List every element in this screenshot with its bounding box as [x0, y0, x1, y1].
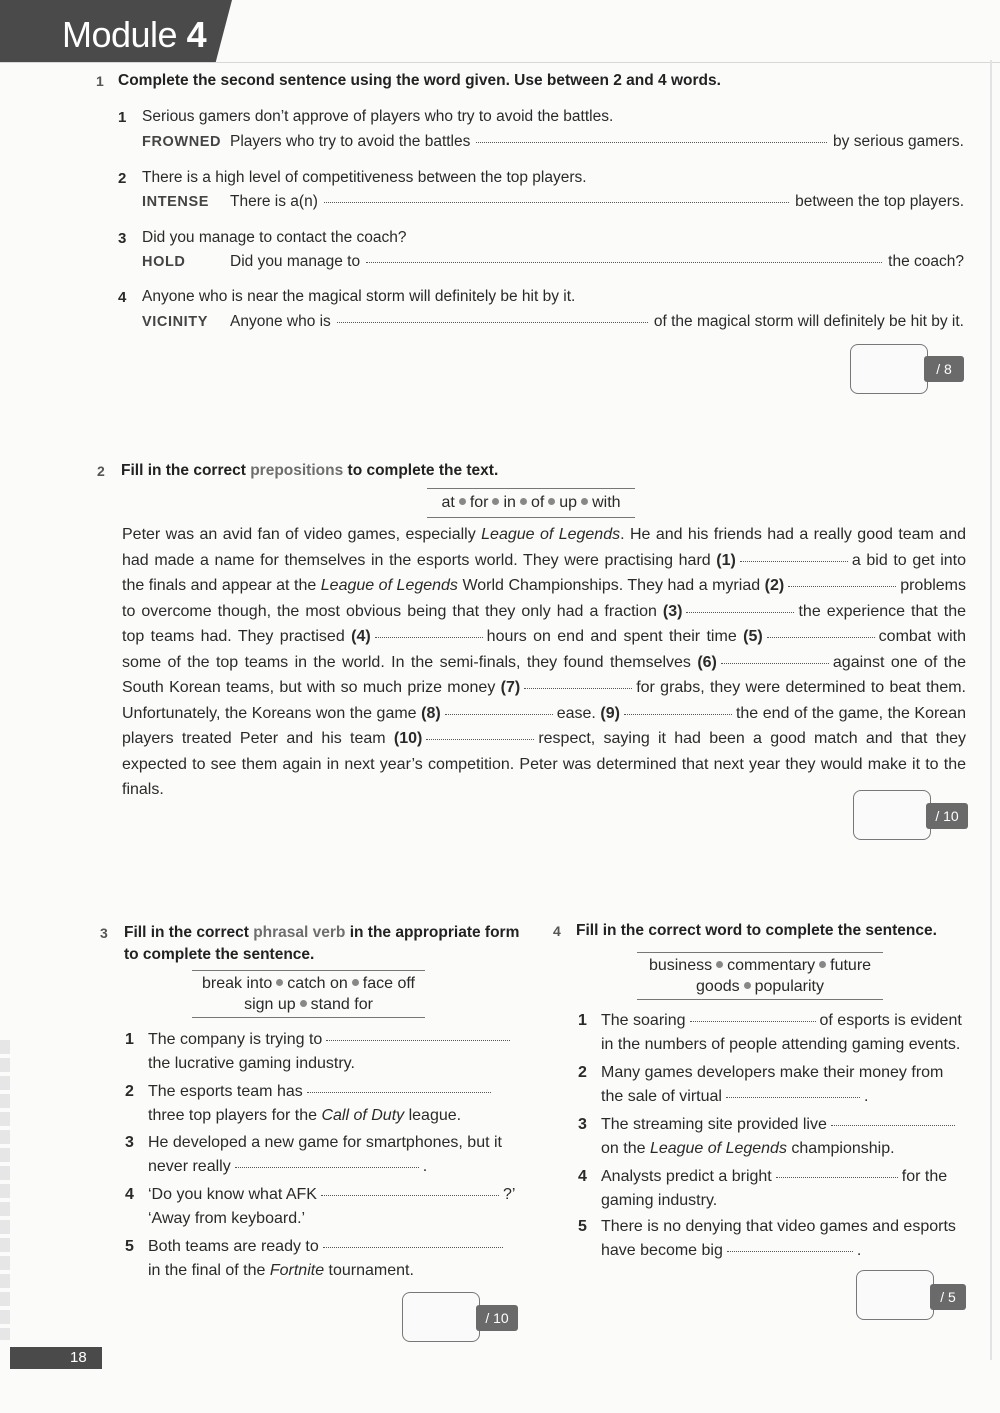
item-text: The esports team has	[148, 1083, 303, 1100]
gap-blank-10[interactable]	[426, 739, 534, 740]
instruction-highlight: prepositions	[250, 462, 344, 479]
item-text: The company is trying to	[148, 1031, 323, 1048]
text-segment: problems to overcome though, the most obvious being that they only had a fraction	[122, 577, 967, 620]
answer-blank[interactable]	[321, 1195, 499, 1196]
item-line	[125, 1235, 520, 1259]
answer-blank-1[interactable]	[476, 142, 827, 143]
word-option: break into	[202, 975, 273, 992]
score-total-ex4: / 5	[930, 1284, 966, 1310]
word-box-line	[637, 955, 883, 976]
exercise-2-number: 2	[97, 463, 105, 479]
text-segment: Peter was an avid fan of video games, especially	[122, 526, 482, 543]
item-title: Call of Duty	[321, 1106, 405, 1124]
bullet-icon	[716, 961, 723, 968]
score-box-ex3[interactable]	[402, 1292, 480, 1342]
item-title: Fortnite	[269, 1261, 325, 1279]
answer-blank[interactable]	[307, 1092, 491, 1093]
text-segment: World Championships. They had a myriad	[457, 577, 765, 594]
score-box-ex2[interactable]	[853, 790, 931, 840]
word-box-line	[637, 976, 883, 997]
bullet-icon	[352, 979, 359, 986]
gap-label: (5)	[743, 628, 763, 645]
word-option: popularity	[754, 978, 824, 995]
item-line	[578, 1137, 972, 1161]
item-text: league.	[404, 1106, 462, 1124]
sentence-start: There is a(n)	[230, 193, 318, 210]
keyword: FROWNED	[142, 134, 222, 150]
gap-label: (9)	[600, 704, 620, 722]
item-line	[125, 1259, 520, 1283]
item-text: the lucrative gaming industry.	[148, 1054, 355, 1072]
item-line	[125, 1183, 520, 1207]
sentence-start: Did you manage to	[230, 253, 361, 270]
item-text: Many games developers make their money from	[601, 1064, 944, 1081]
keyword: VICINITY	[142, 314, 209, 330]
ex1-item-number: 3	[118, 230, 127, 247]
item-text: have become big	[601, 1241, 723, 1259]
text-segment: the end of the game, the Korean players treated Peter and his team	[122, 704, 967, 747]
ex1-item-sentence: Serious gamers don’t approve of players who try to avoid the battles.	[142, 108, 614, 125]
item-title: League of Legends	[649, 1139, 787, 1157]
gap-label: (10)	[393, 730, 423, 747]
item-text: of esports is evident	[819, 1012, 962, 1029]
answer-blank[interactable]	[831, 1125, 955, 1126]
word-option: goods	[696, 978, 740, 995]
item-line	[578, 1113, 972, 1137]
ex1-item-sentence: Did you manage to contact the coach?	[142, 229, 407, 246]
item-number: 5	[578, 1218, 587, 1235]
item-text: never really	[148, 1157, 231, 1175]
ex1-item-sentence: Anyone who is near the magical storm will definitely be hit by it.	[142, 288, 576, 305]
word-option: for	[469, 494, 489, 511]
bullet-icon	[492, 498, 499, 505]
ex1-item-number: 1	[118, 109, 127, 126]
exercise-2-instruction	[121, 462, 498, 480]
ex1-item-number: 2	[118, 170, 127, 187]
keyword: INTENSE	[142, 194, 210, 210]
instruction-text: Fill in the correct	[124, 924, 249, 941]
sentence-end: by serious gamers.	[833, 133, 964, 150]
item-number: 3	[125, 1134, 134, 1151]
word-option: stand for	[310, 996, 373, 1013]
ex4-item	[578, 1113, 972, 1163]
sentence-end: of the magical storm will definitely be hit by it.	[653, 313, 964, 330]
bullet-icon	[744, 982, 751, 989]
item-text: tournament.	[324, 1261, 414, 1279]
bullet-icon	[581, 498, 588, 505]
answer-blank[interactable]	[326, 1040, 510, 1041]
bullet-icon	[300, 1000, 307, 1007]
text-title: League of Legends	[320, 577, 458, 594]
item-text: Both teams are ready to	[148, 1238, 319, 1255]
ex1-item-transform	[142, 193, 964, 211]
instruction-text: Fill in the correct	[121, 462, 246, 479]
exercise-1-instruction: Complete the second sentence using the word given. Use between 2 and 4 words.	[118, 72, 721, 89]
exercise-3-number: 3	[100, 925, 108, 941]
text-segment: ease.	[556, 704, 601, 722]
page-edge-marks	[0, 1040, 10, 1340]
page-edge	[990, 60, 992, 1360]
item-text: .	[422, 1157, 428, 1175]
word-option: up	[559, 494, 578, 511]
word-option: future	[830, 957, 872, 974]
gap-blank-6[interactable]	[721, 663, 829, 664]
text-segment: the experience that the top teams had. They practised	[122, 602, 966, 645]
bullet-icon	[276, 979, 283, 986]
item-text: championship.	[786, 1139, 895, 1157]
score-total-ex3: / 10	[476, 1305, 518, 1331]
gap-blank-4[interactable]	[375, 637, 483, 638]
text-title: League of Legends	[481, 526, 621, 543]
text-segment: a bid to get into the finals and appear at the	[122, 551, 966, 594]
item-line	[125, 1104, 520, 1128]
item-text: The streaming site provided live	[601, 1116, 827, 1133]
answer-blank[interactable]	[235, 1167, 419, 1168]
bullet-icon	[520, 498, 527, 505]
exercise-1-number: 1	[96, 73, 104, 89]
gap-label: (2)	[764, 577, 785, 594]
answer-blank[interactable]	[776, 1177, 898, 1178]
answer-blank[interactable]	[690, 1021, 816, 1022]
item-number: 2	[578, 1064, 587, 1081]
page-number: 18	[70, 1349, 87, 1366]
keyword: HOLD	[142, 254, 186, 270]
ex4-item	[578, 1165, 972, 1215]
text-segment: for grabs, they were determined to beat them. Unfortunately, the Koreans won the game	[122, 679, 966, 722]
gap-label: (8)	[421, 704, 441, 722]
item-number: 3	[578, 1116, 587, 1133]
text-segment: combat with some of the top teams in the world. In the semi-finals, they found themselves	[122, 628, 966, 671]
module-title: Module 4	[62, 14, 207, 55]
item-number: 1	[125, 1031, 134, 1048]
item-text: the sale of virtual	[601, 1087, 722, 1105]
item-text: in the final of the	[148, 1261, 270, 1279]
item-text: .	[863, 1087, 869, 1105]
ex3-item	[125, 1235, 520, 1285]
word-option: commentary	[727, 957, 816, 974]
bullet-icon	[819, 961, 826, 968]
item-number: 4	[578, 1168, 587, 1185]
item-text: There is no denying that video games and esports	[601, 1218, 956, 1235]
ex4-item	[578, 1061, 972, 1111]
gap-blank-1[interactable]	[740, 561, 848, 562]
sentence-end: between the top players.	[795, 193, 964, 210]
item-text: ?’	[502, 1186, 516, 1203]
sentence-start: Anyone who is	[230, 313, 331, 330]
word-option: in	[503, 494, 516, 511]
instruction-text: to complete the text.	[347, 462, 499, 479]
score-total-ex1: / 8	[924, 356, 964, 382]
item-line	[125, 1155, 520, 1179]
ex3-item	[125, 1028, 520, 1078]
ex3-item	[125, 1183, 520, 1233]
item-text: three top players for the	[148, 1106, 322, 1124]
word-option: business	[648, 957, 713, 974]
item-text: The soaring	[601, 1012, 686, 1029]
item-line	[578, 1239, 972, 1263]
gap-label: (3)	[662, 602, 683, 620]
gap-label: (1)	[716, 551, 736, 569]
exercise-4-instruction: Fill in the correct word to complete the sentence.	[576, 922, 937, 939]
word-option: sign up	[244, 996, 296, 1013]
exercise-3-instruction-line2: to complete the sentence.	[124, 946, 315, 963]
text-segment: against one of the South Korean teams, but with so much prize money	[122, 653, 966, 696]
ex3-item	[125, 1131, 520, 1181]
gap-blank-9[interactable]	[624, 714, 732, 715]
word-box	[637, 952, 883, 1000]
word-box	[192, 970, 425, 1018]
item-line	[578, 1085, 972, 1109]
word-option: catch on	[287, 975, 348, 992]
item-text: He developed a new game for smartphones, but it	[148, 1134, 502, 1151]
ex1-item-transform	[142, 313, 964, 331]
word-box-line	[192, 973, 425, 994]
sentence-start: Players who try to avoid the battles	[230, 133, 471, 150]
ex1-item-transform	[142, 133, 964, 151]
answer-blank-2[interactable]	[324, 202, 789, 203]
text-segment: respect, saying it had been a good match and that they expected to see them again in next year’s competition. Peter was determined that next year they would make it to the finals.	[122, 730, 966, 798]
bullet-icon	[548, 498, 555, 505]
gap-blank-5[interactable]	[767, 637, 875, 638]
answer-blank[interactable]	[726, 1097, 860, 1098]
instruction-text: in the appropriate form	[349, 924, 520, 941]
ex1-item-transform	[142, 253, 964, 271]
instruction-highlight: phrasal verb	[253, 924, 346, 941]
text-segment: hours on end and spent their time	[486, 628, 744, 645]
item-line	[578, 1165, 972, 1189]
item-line	[125, 1028, 520, 1052]
item-text: ‘Do you know what AFK	[148, 1186, 317, 1203]
item-text: for the	[901, 1168, 948, 1185]
item-text: in the numbers of people attending gaming events.	[601, 1035, 961, 1053]
score-box-ex4[interactable]	[856, 1270, 934, 1320]
exercise-3-instruction	[124, 924, 519, 942]
answer-blank-3[interactable]	[366, 262, 882, 263]
text-segment: . He and his friends had a really good team and had made a name for themselves in the esports world. They were practising hard	[122, 526, 966, 569]
word-option: with	[592, 494, 621, 511]
item-text: ‘Away from keyboard.’	[148, 1209, 306, 1227]
item-text: gaming industry.	[601, 1191, 718, 1209]
gap-blank-3[interactable]	[686, 612, 794, 613]
score-total-ex2: / 10	[926, 803, 968, 829]
gap-blank-8[interactable]	[445, 714, 553, 715]
header-rule	[0, 62, 1000, 63]
word-option: at	[441, 494, 455, 511]
item-text: on the	[601, 1139, 650, 1157]
gap-label: (4)	[351, 628, 371, 645]
exercise-4-number: 4	[553, 923, 561, 939]
item-text: Analysts predict a bright	[601, 1168, 772, 1185]
gap-label: (7)	[500, 679, 521, 696]
answer-blank-4[interactable]	[337, 322, 648, 323]
word-box-line	[192, 994, 425, 1015]
item-number: 5	[125, 1238, 134, 1255]
gap-blank-7[interactable]	[524, 688, 632, 689]
sentence-end: the coach?	[888, 253, 964, 270]
page-footer-bar	[10, 1347, 102, 1369]
gap-label: (6)	[697, 653, 717, 671]
bullet-icon	[459, 498, 466, 505]
word-option: of	[530, 494, 545, 511]
ex1-item-number: 4	[118, 289, 127, 306]
item-line	[578, 1009, 972, 1033]
word-box	[427, 488, 635, 518]
ex1-item-sentence: There is a high level of competitiveness between the top players.	[142, 169, 587, 186]
gap-fill-text	[122, 522, 966, 803]
gap-blank-2[interactable]	[788, 586, 896, 587]
score-box-ex1[interactable]	[850, 344, 928, 394]
item-number: 1	[578, 1012, 587, 1029]
item-number: 4	[125, 1186, 134, 1203]
answer-blank[interactable]	[323, 1247, 503, 1248]
word-option: face off	[362, 975, 415, 992]
answer-blank[interactable]	[727, 1251, 853, 1252]
ex4-item	[578, 1009, 972, 1059]
item-line	[125, 1080, 520, 1104]
item-number: 2	[125, 1083, 134, 1100]
ex3-item	[125, 1080, 520, 1130]
ex4-item	[578, 1215, 972, 1265]
item-text: .	[856, 1241, 862, 1259]
